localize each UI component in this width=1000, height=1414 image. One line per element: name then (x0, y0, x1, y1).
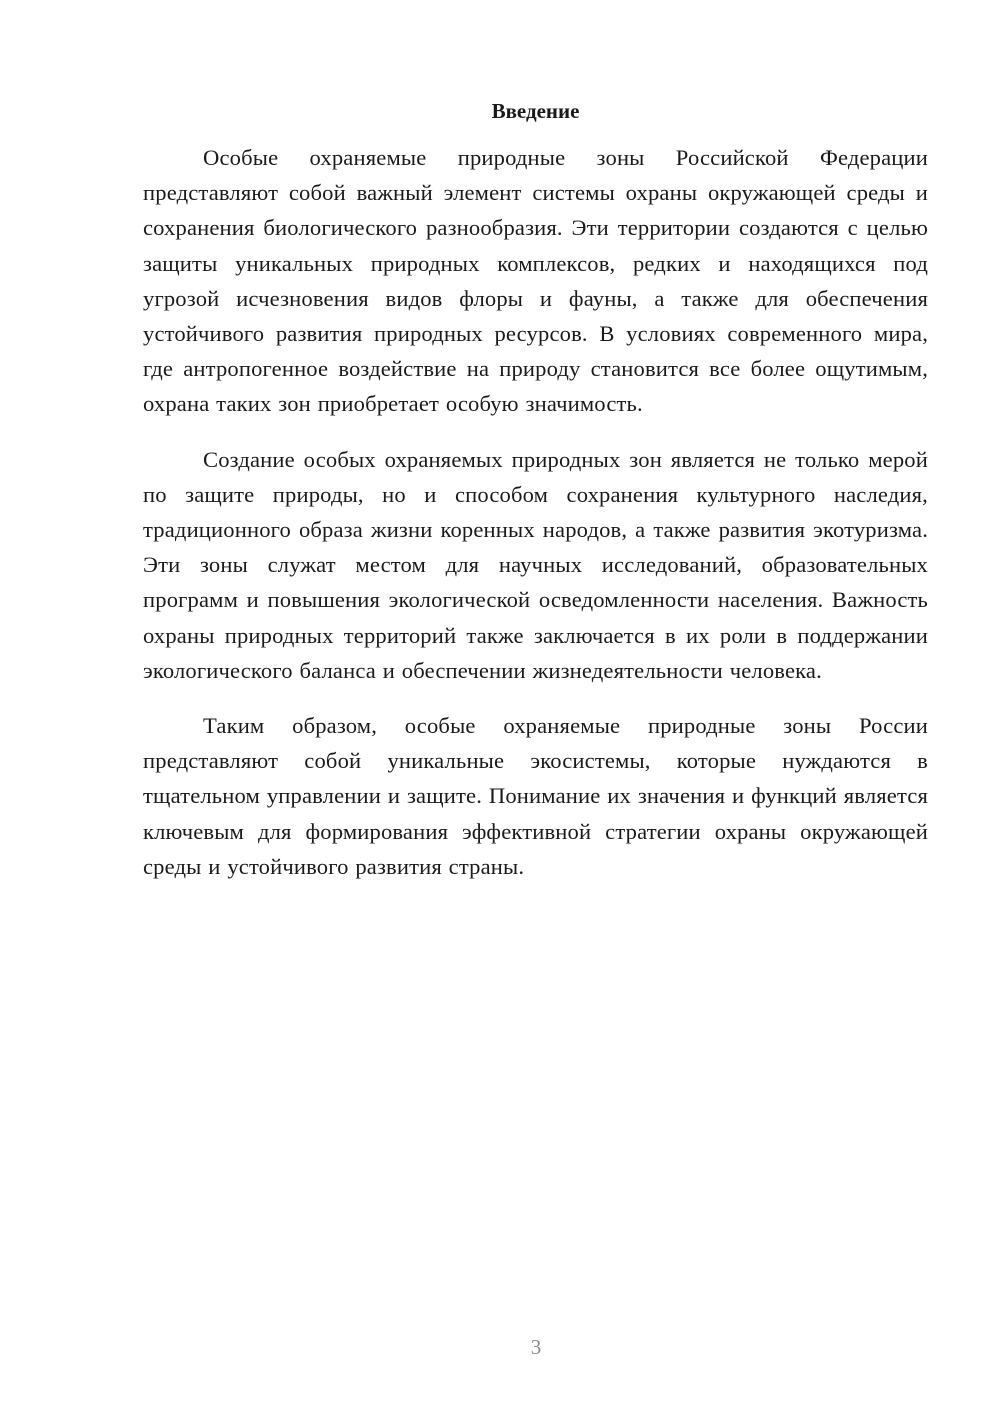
section-title: Введение (491, 99, 580, 123)
paragraph-3: Таким образом, особые охраняемые природные зоны России представляют собой уникальные экосистемы, которые нуждаются в тщательном управлении и защите. Понимание их значения и функций является ключевым для формирования эффективной стратегии охраны окружающей среды и устойчивого развития страны. (143, 713, 928, 879)
paragraph-1: Особые охраняемые природные зоны Российской Федерации представляют собой важный элемент системы охраны окружающей среды и сохранения биологического разнообразия. Эти территории создаются с целью защиты уникальных природных комплексов, редких и находящихся под угрозой исчезновения видов флоры и фауны, а также для обеспечения устойчивого развития природных ресурсов. В условиях современного мира, где антропогенное воздействие на природу становится все более ощутимым, охрана таких зон приобретает особую значимость. (143, 145, 928, 417)
document-page (143, 96, 928, 884)
paragraph-2: Создание особых охраняемых природных зон является не только мерой по защите природы, но и способом сохранения культурного наследия, традиционного образа жизни коренных народов, а также развития экотуризма. Эти зоны служат местом для научных исследований, образовательных программ и повышения экологической осведомленности населения. Важность охраны природных территорий также заключается в их роли в поддержании экологического баланса и обеспечении жизнедеятельности человека. (143, 446, 928, 683)
page-number: 3 (530, 1335, 542, 1359)
